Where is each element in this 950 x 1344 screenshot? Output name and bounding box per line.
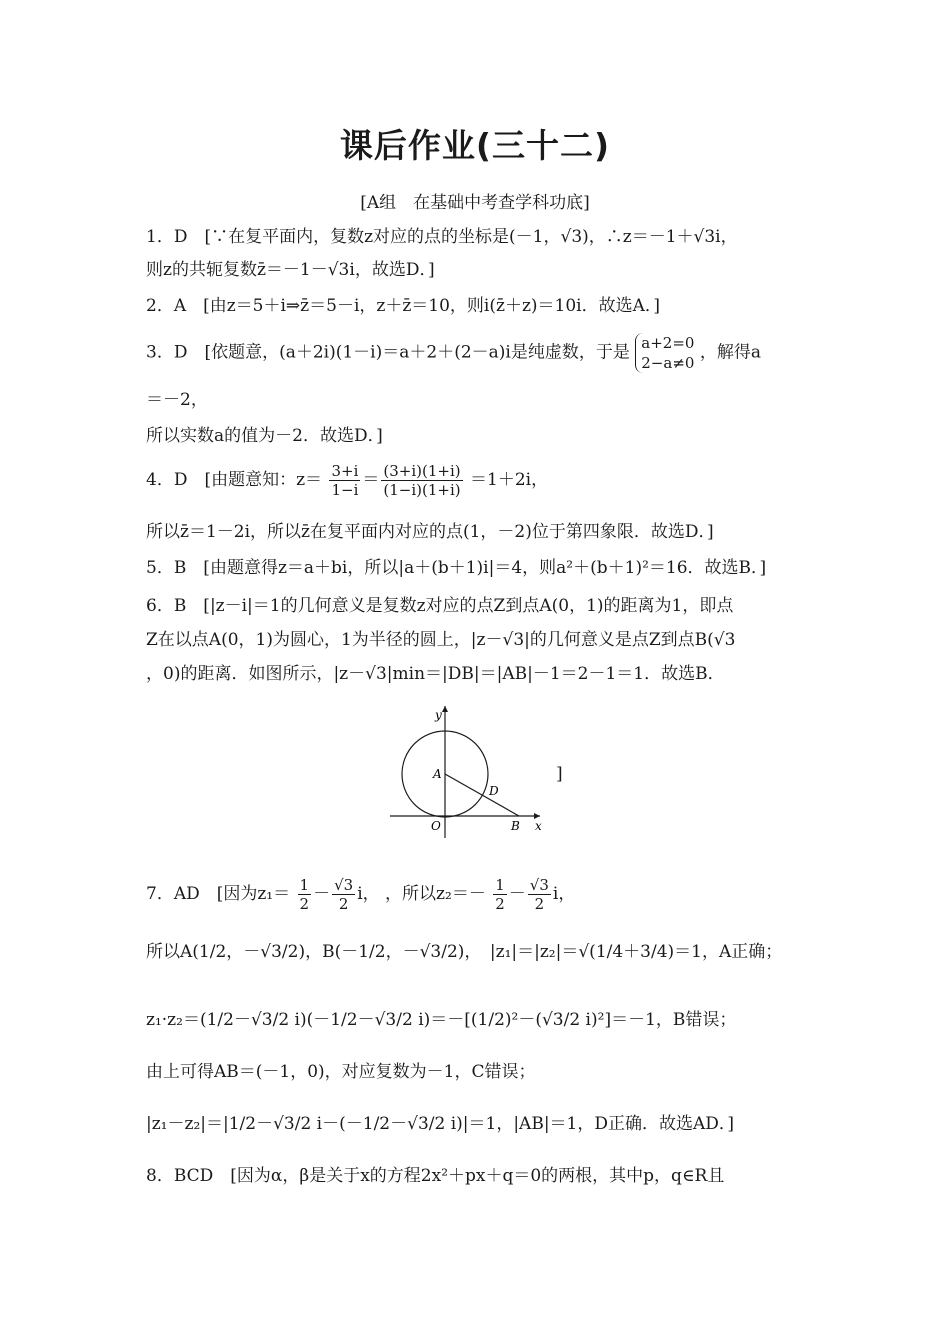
label-x: x <box>535 819 542 833</box>
q4-f2-num: (3+i)(1+i) <box>383 462 461 480</box>
q7-minus: － <box>313 884 331 904</box>
q4-lead: 4．D [由题意知：z＝ <box>146 470 323 490</box>
q4-f1-num: 3+i <box>331 462 359 480</box>
q7-root-num-2: √3 <box>529 876 549 894</box>
q4-line2: 所以z̄＝1－2i，所以z̄在复平面内对应的点(1，－2)位于第四象限．故选D．] <box>146 522 714 542</box>
q4-f2-den: (1−i)(1+i) <box>383 481 461 499</box>
q7-minus-2: － <box>508 884 526 904</box>
q4-line1: 4．D [由题意知：z＝ $\frac{3+i}{1-i}$ ＝ $\frac{(3+i)(1+i)}{(1-i)(1+i)}$ ＝1＋2i， <box>146 462 549 499</box>
q7-half-num: 1 <box>299 876 310 894</box>
q7-line2: 所以A(1/2，－√3/2)，B(－1/2，－√3/2)， |z₁|＝|z₂|＝√(1/4＋3/4)＝1，A正确； <box>146 942 783 962</box>
q3-line1 <box>146 333 816 373</box>
q3-equation-system <box>635 333 694 373</box>
q3-line2: ＝－2， <box>146 390 208 410</box>
q7-i-suffix: i， <box>357 884 380 904</box>
label-d: D <box>489 784 499 798</box>
page-title: 课后作业(三十二) <box>339 126 611 165</box>
q3-lead: 3．D [依题意，(a＋2i)(1－i)＝a＋2＋(2－a)i是纯虚数，于是 <box>146 342 630 363</box>
q7-root-num: √3 <box>334 876 354 894</box>
q3-line3: 所以实数a的值为－2．故选D．] <box>146 426 383 446</box>
q4-fraction2 <box>381 462 462 499</box>
q3-tail: ，解得a <box>699 342 761 363</box>
q7-line1 <box>146 876 816 913</box>
q7-root-fraction-2 <box>528 876 551 913</box>
y-axis-arrow <box>442 706 448 712</box>
q1-line2: 则z的共轭复数z̄＝－1－√3i，故选D．] <box>146 260 435 280</box>
label-y: y <box>435 708 442 722</box>
q7-half-den: 2 <box>299 895 310 913</box>
q6-line2: Z在以点A(0，1)为圆心，1为半径的圆上，|z－√3|的几何意义是点Z到点B(√3 <box>146 630 736 650</box>
q6-close-bracket: ] <box>556 764 563 784</box>
q4-f1-den: 1−i <box>331 481 359 499</box>
q1-line1: 1．D [∵在复平面内，复数z对应的点的坐标是(－1，√3)，∴z＝－1＋√3i， <box>146 227 738 247</box>
q7-half-fraction <box>298 876 312 913</box>
circle-geometry-figure <box>385 700 550 842</box>
label-o: O <box>431 819 441 833</box>
q4-fraction1 <box>329 462 360 499</box>
q7-root-fraction <box>332 876 355 913</box>
q3-eq2: 2−a≠0 <box>641 354 695 372</box>
label-a: A <box>433 767 442 781</box>
q6-line3: ，0)的距离．如图所示，|z－√3|min＝|DB|＝|AB|－1＝2－1＝1．故选B． <box>146 664 725 684</box>
q5-line1: 5．B [由题意得z＝a＋bi，所以|a＋(b＋1)i|＝4，则a²＋(b＋1)²＝16．故选B．] <box>146 558 767 578</box>
q7-mid: ，所以z₂＝－ <box>385 884 486 904</box>
q3-eq1: a+2=0 <box>641 334 695 352</box>
segment-ab <box>445 774 519 816</box>
q6-line1: 6．B [|z－i|＝1的几何意义是复数z对应的点Z到点A(0，1)的距离为1，即点 <box>146 596 734 616</box>
q7-line5: |z₁－z₂|＝|1/2－√3/2 i－(－1/2－√3/2 i)|＝1，|AB|＝1，D正确．故选AD．] <box>146 1114 735 1134</box>
label-b: B <box>511 819 520 833</box>
q7-root-den-2: 2 <box>534 895 545 913</box>
q7-root-den: 2 <box>338 895 349 913</box>
q7-half-num-2: 1 <box>495 876 505 894</box>
q7-lead: 7．AD [因为z₁＝ <box>146 884 291 904</box>
q8-line1: 8．BCD [因为α，β是关于x的方程2x²＋px＋q＝0的两根，其中p，q∈R且 <box>146 1166 725 1186</box>
q7-line4: 由上可得AB＝(－1，0)，对应复数为－1，C错误； <box>146 1062 536 1082</box>
q7-line3: z₁·z₂＝(1/2－√3/2 i)(－1/2－√3/2 i)＝－[(1/2)²－(√3/2 i)²]＝－1，B错误； <box>146 1010 737 1030</box>
q7-half-fraction-2 <box>493 876 507 913</box>
section-heading: [A组 在基础中考查学科功底] <box>360 193 590 213</box>
q2-line1: 2．A [由z＝5＋i⇒z̄＝5－i，z＋z̄＝10，则i(z̄＋z)＝10i．故选A．] <box>146 296 661 316</box>
q7-i-suffix-2: i， <box>552 884 576 904</box>
q4-tail: ＝1＋2i， <box>470 470 549 490</box>
q7-half-den-2: 2 <box>495 895 505 913</box>
